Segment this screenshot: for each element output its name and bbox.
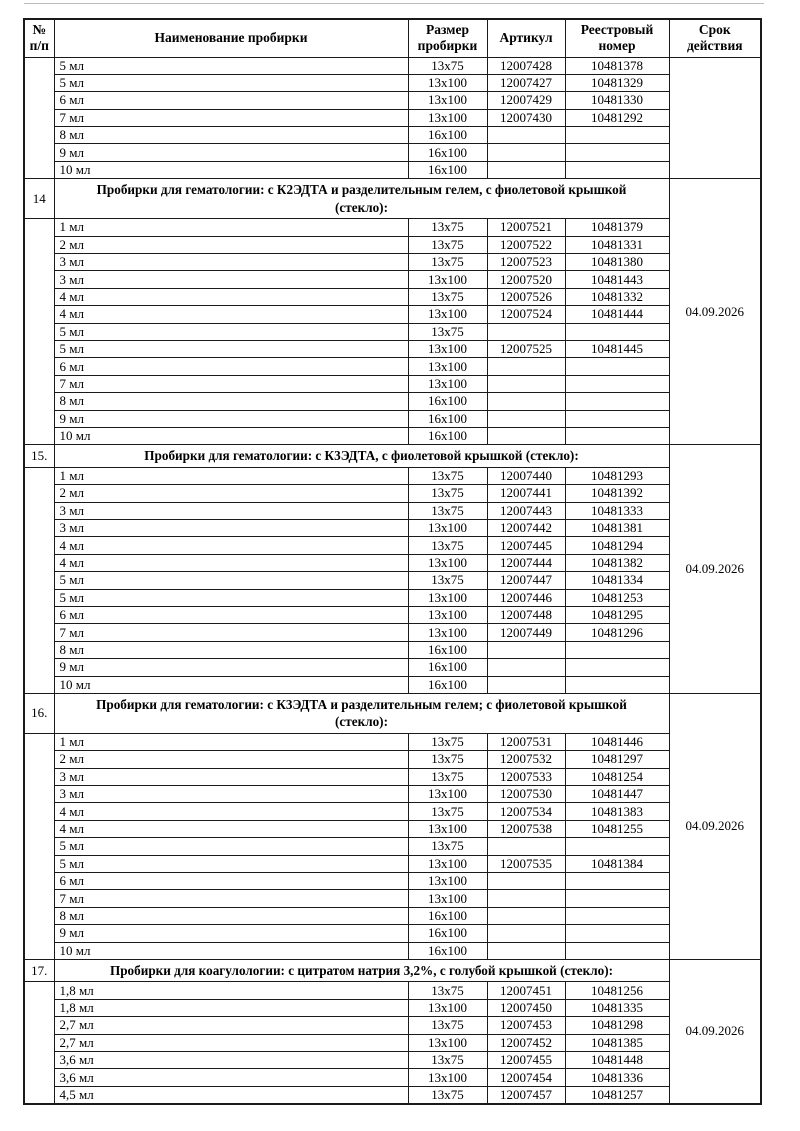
tube-size-cell: 13x75 [408,733,487,750]
reg-number-cell [565,942,669,959]
tube-size-cell: 16x100 [408,676,487,693]
tube-size-cell: 16x100 [408,942,487,959]
table-row [24,323,761,340]
number-spacer-cell [24,57,54,179]
col-header-name: Наименование пробирки [54,19,408,57]
tube-size-cell: 13x100 [408,820,487,837]
article-cell: 12007525 [487,340,565,357]
article-cell: 12007448 [487,606,565,623]
article-cell: 12007523 [487,254,565,271]
reg-number-cell: 10481329 [565,74,669,91]
tube-size-cell: 13x100 [408,1069,487,1086]
article-cell: 12007429 [487,92,565,109]
reg-number-cell: 10481380 [565,254,669,271]
table-row [24,572,761,589]
tube-size-cell: 13x100 [408,554,487,571]
tube-name-cell: 5 мл [54,323,408,340]
tube-name-cell: 8 мл [54,907,408,924]
reg-number-cell: 10481254 [565,768,669,785]
tube-size-cell: 13x100 [408,606,487,623]
tube-size-cell: 13x75 [408,803,487,820]
reg-number-cell: 10481381 [565,519,669,536]
tube-size-cell: 13x75 [408,572,487,589]
tube-size-cell: 13x75 [408,254,487,271]
table-row [24,873,761,890]
tube-name-cell: 9 мл [54,410,408,427]
table-row [24,554,761,571]
expiry-date-cell: 04.09.2026 [669,959,761,1103]
table-row [24,161,761,178]
table-row [24,786,761,803]
table-row [24,1069,761,1086]
tube-size-cell: 13x75 [408,768,487,785]
table-row [24,641,761,658]
tube-name-cell: 4 мл [54,306,408,323]
tube-name-cell: 8 мл [54,393,408,410]
reg-number-cell: 10481298 [565,1017,669,1034]
tube-name-cell: 7 мл [54,890,408,907]
tube-size-cell: 13x100 [408,855,487,872]
tube-name-cell: 10 мл [54,676,408,693]
table-row [24,410,761,427]
table-row [24,589,761,606]
reg-number-cell [565,925,669,942]
tube-size-cell: 13x100 [408,74,487,91]
tube-name-cell: 6 мл [54,92,408,109]
section-header-row [24,959,761,982]
table-row [24,606,761,623]
tube-size-cell: 13x75 [408,1086,487,1104]
tube-registry-table [23,18,762,1105]
article-cell: 12007442 [487,519,565,536]
article-cell: 12007538 [487,820,565,837]
reg-number-cell: 10481255 [565,820,669,837]
table-body [24,57,761,1104]
article-cell: 12007428 [487,57,565,74]
reg-number-cell: 10481332 [565,288,669,305]
table-row [24,803,761,820]
tube-size-cell: 13x100 [408,624,487,641]
table-row [24,820,761,837]
reg-number-cell: 10481331 [565,236,669,253]
expiry-date-cell [669,57,761,179]
reg-number-cell [565,393,669,410]
reg-number-cell: 10481294 [565,537,669,554]
article-cell [487,907,565,924]
article-cell [487,641,565,658]
article-cell: 12007524 [487,306,565,323]
tube-name-cell: 9 мл [54,144,408,161]
reg-number-cell: 10481296 [565,624,669,641]
reg-number-cell [565,323,669,340]
article-cell: 12007531 [487,733,565,750]
reg-number-cell: 10481295 [565,606,669,623]
reg-number-cell [565,641,669,658]
table-row [24,109,761,126]
reg-number-cell [565,144,669,161]
tube-name-cell: 7 мл [54,624,408,641]
reg-number-cell [565,410,669,427]
tube-size-cell: 13x75 [408,467,487,484]
table-row [24,537,761,554]
tube-size-cell: 13x100 [408,589,487,606]
table-row [24,925,761,942]
tube-name-cell: 5 мл [54,855,408,872]
reg-number-cell: 10481447 [565,786,669,803]
table-row [24,340,761,357]
tube-name-cell: 2 мл [54,236,408,253]
tube-name-cell: 6 мл [54,606,408,623]
tube-name-cell: 5 мл [54,74,408,91]
article-cell: 12007449 [487,624,565,641]
article-cell: 12007427 [487,74,565,91]
expiry-date-cell: 04.09.2026 [669,179,761,445]
article-cell: 12007455 [487,1052,565,1069]
tube-size-cell: 13x75 [408,751,487,768]
table-row [24,427,761,444]
tube-name-cell: 4 мл [54,554,408,571]
tube-name-cell: 4 мл [54,288,408,305]
tube-name-cell: 8 мл [54,127,408,144]
tube-name-cell: 3,6 мл [54,1069,408,1086]
tube-name-cell: 10 мл [54,427,408,444]
table-row [24,254,761,271]
article-cell [487,410,565,427]
article-cell: 12007430 [487,109,565,126]
section-number-cell: 17. [24,959,54,982]
article-cell: 12007530 [487,786,565,803]
table-row [24,57,761,74]
table-row [24,890,761,907]
article-cell: 12007457 [487,1086,565,1104]
tube-size-cell: 13x100 [408,92,487,109]
reg-number-cell: 10481443 [565,271,669,288]
reg-number-cell: 10481444 [565,306,669,323]
number-spacer-cell [24,467,54,693]
tube-size-cell: 13x100 [408,375,487,392]
tube-size-cell: 13x100 [408,306,487,323]
tube-name-cell: 7 мл [54,375,408,392]
tube-name-cell: 3 мл [54,519,408,536]
expiry-date-cell: 04.09.2026 [669,693,761,959]
reg-number-cell [565,907,669,924]
article-cell [487,358,565,375]
article-cell: 12007440 [487,467,565,484]
tube-size-cell: 13x100 [408,890,487,907]
article-cell: 12007441 [487,485,565,502]
reg-number-cell: 10481292 [565,109,669,126]
table-row [24,219,761,236]
tube-size-cell: 13x75 [408,502,487,519]
reg-number-cell [565,161,669,178]
reg-number-cell [565,375,669,392]
table-row [24,144,761,161]
tube-size-cell: 13x75 [408,219,487,236]
section-title-cell: Пробирки для гематологии: с К3ЭДТА и разделительным гелем; с фиолетовой крышкой (стекло): [54,693,669,733]
tube-name-cell: 3 мл [54,768,408,785]
article-cell: 12007453 [487,1017,565,1034]
table-row [24,74,761,91]
table-row [24,751,761,768]
tube-size-cell: 13x100 [408,340,487,357]
reg-number-cell: 10481448 [565,1052,669,1069]
article-cell [487,925,565,942]
tube-name-cell: 3,6 мл [54,1052,408,1069]
tube-name-cell: 4,5 мл [54,1086,408,1104]
section-number-cell: 16. [24,693,54,733]
article-cell: 12007452 [487,1034,565,1051]
reg-number-cell: 10481336 [565,1069,669,1086]
reg-number-cell: 10481334 [565,572,669,589]
tube-size-cell: 16x100 [408,907,487,924]
reg-number-cell: 10481379 [565,219,669,236]
section-number-cell: 14 [24,179,54,219]
article-cell [487,659,565,676]
tube-size-cell: 13x75 [408,485,487,502]
tube-name-cell: 1 мл [54,733,408,750]
tube-size-cell: 16x100 [408,925,487,942]
table-row [24,733,761,750]
number-spacer-cell [24,219,54,445]
table-row [24,1086,761,1104]
reg-number-cell [565,127,669,144]
table-row [24,306,761,323]
article-cell [487,942,565,959]
col-header-number: № п/п [24,19,54,57]
article-cell: 12007532 [487,751,565,768]
tube-name-cell: 1 мл [54,219,408,236]
tube-name-cell: 4 мл [54,803,408,820]
article-cell: 12007450 [487,999,565,1016]
table-row [24,676,761,693]
reg-number-cell: 10481330 [565,92,669,109]
tube-size-cell: 16x100 [408,641,487,658]
reg-number-cell [565,358,669,375]
reg-number-cell: 10481446 [565,733,669,750]
table-row [24,942,761,959]
tube-name-cell: 5 мл [54,57,408,74]
article-cell [487,393,565,410]
tube-name-cell: 4 мл [54,537,408,554]
reg-number-cell: 10481378 [565,57,669,74]
reg-number-cell: 10481385 [565,1034,669,1051]
article-cell [487,144,565,161]
reg-number-cell [565,838,669,855]
table-row [24,659,761,676]
tube-size-cell: 16x100 [408,427,487,444]
reg-number-cell: 10481384 [565,855,669,872]
reg-number-cell [565,427,669,444]
table-row [24,375,761,392]
table-row [24,288,761,305]
table-row [24,358,761,375]
tube-size-cell: 13x75 [408,236,487,253]
tube-name-cell: 8 мл [54,641,408,658]
col-header-expiry: Срок действия [669,19,761,57]
tube-name-cell: 2 мл [54,485,408,502]
table-row [24,519,761,536]
article-cell: 12007534 [487,803,565,820]
reg-number-cell [565,873,669,890]
tube-name-cell: 10 мл [54,942,408,959]
article-cell [487,427,565,444]
reg-number-cell [565,676,669,693]
table-row [24,838,761,855]
tube-name-cell: 3 мл [54,786,408,803]
article-cell: 12007447 [487,572,565,589]
article-cell: 12007454 [487,1069,565,1086]
tube-name-cell: 1 мл [54,467,408,484]
table-row [24,1034,761,1051]
table-row [24,236,761,253]
tube-name-cell: 9 мл [54,925,408,942]
tube-size-cell: 13x75 [408,537,487,554]
tube-name-cell: 1,8 мл [54,982,408,999]
tube-name-cell: 5 мл [54,572,408,589]
article-cell [487,890,565,907]
article-cell: 12007522 [487,236,565,253]
col-header-article: Артикул [487,19,565,57]
tube-name-cell: 5 мл [54,589,408,606]
reg-number-cell: 10481253 [565,589,669,606]
tube-size-cell: 16x100 [408,127,487,144]
tube-name-cell: 2 мл [54,751,408,768]
reg-number-cell [565,890,669,907]
tube-size-cell: 13x100 [408,873,487,890]
reg-number-cell: 10481335 [565,999,669,1016]
article-cell: 12007533 [487,768,565,785]
tube-size-cell: 13x75 [408,1017,487,1034]
reg-number-cell: 10481333 [565,502,669,519]
tube-size-cell: 13x100 [408,519,487,536]
tube-size-cell: 16x100 [408,393,487,410]
tube-name-cell: 5 мл [54,838,408,855]
article-cell: 12007521 [487,219,565,236]
article-cell [487,161,565,178]
tube-size-cell: 13x75 [408,838,487,855]
tube-name-cell: 7 мл [54,109,408,126]
table-row [24,1017,761,1034]
table-row [24,393,761,410]
tube-name-cell: 6 мл [54,873,408,890]
article-cell: 12007444 [487,554,565,571]
tube-name-cell: 1,8 мл [54,999,408,1016]
article-cell [487,838,565,855]
reg-number-cell: 10481392 [565,485,669,502]
table-row [24,502,761,519]
tube-size-cell: 13x100 [408,786,487,803]
reg-number-cell: 10481293 [565,467,669,484]
table-row [24,855,761,872]
tube-size-cell: 13x100 [408,358,487,375]
tube-name-cell: 3 мл [54,254,408,271]
table-row [24,127,761,144]
reg-number-cell: 10481382 [565,554,669,571]
article-cell [487,127,565,144]
section-title-cell: Пробирки для коагулологии: с цитратом натрия 3,2%, с голубой крышкой (стекло): [54,959,669,982]
section-header-row [24,179,761,219]
tube-size-cell: 16x100 [408,161,487,178]
reg-number-cell: 10481383 [565,803,669,820]
section-title-cell: Пробирки для гематологии: с К2ЭДТА и разделительным гелем, с фиолетовой крышкой (стекло): [54,179,669,219]
tube-size-cell: 13x75 [408,323,487,340]
article-cell: 12007445 [487,537,565,554]
article-cell: 12007443 [487,502,565,519]
tube-size-cell: 13x75 [408,57,487,74]
tube-name-cell: 3 мл [54,271,408,288]
article-cell [487,676,565,693]
tube-name-cell: 5 мл [54,340,408,357]
article-cell: 12007535 [487,855,565,872]
tube-name-cell: 3 мл [54,502,408,519]
section-number-cell: 15. [24,445,54,468]
reg-number-cell: 10481257 [565,1086,669,1104]
table-row [24,467,761,484]
table-row [24,768,761,785]
table-row [24,271,761,288]
tube-name-cell: 4 мл [54,820,408,837]
section-header-row [24,445,761,468]
section-header-row [24,693,761,733]
article-cell [487,323,565,340]
section-title-cell: Пробирки для гематологии: с К3ЭДТА, с фиолетовой крышкой (стекло): [54,445,669,468]
table-row [24,1052,761,1069]
reg-number-cell: 10481445 [565,340,669,357]
number-spacer-cell [24,733,54,959]
tube-size-cell: 16x100 [408,410,487,427]
table-row [24,92,761,109]
tube-size-cell: 16x100 [408,659,487,676]
expiry-date-cell: 04.09.2026 [669,445,761,694]
table-row [24,624,761,641]
table-header [24,19,761,57]
tube-name-cell: 6 мл [54,358,408,375]
tube-name-cell: 2,7 мл [54,1034,408,1051]
article-cell: 12007446 [487,589,565,606]
table-header-row [24,19,761,57]
article-cell: 12007451 [487,982,565,999]
reg-number-cell [565,659,669,676]
table-row [24,485,761,502]
article-cell [487,873,565,890]
reg-number-cell: 10481297 [565,751,669,768]
reg-number-cell: 10481256 [565,982,669,999]
page-top-scan-line [24,3,764,4]
col-header-size: Размер пробирки [408,19,487,57]
tube-size-cell: 13x100 [408,999,487,1016]
tube-size-cell: 13x100 [408,1034,487,1051]
tube-size-cell: 13x75 [408,1052,487,1069]
table-row [24,982,761,999]
tube-size-cell: 13x100 [408,109,487,126]
tube-size-cell: 16x100 [408,144,487,161]
number-spacer-cell [24,982,54,1104]
table-row [24,999,761,1016]
tube-name-cell: 10 мл [54,161,408,178]
tube-size-cell: 13x75 [408,288,487,305]
col-header-reg-number: Реестровый номер [565,19,669,57]
tube-size-cell: 13x75 [408,982,487,999]
tube-name-cell: 2,7 мл [54,1017,408,1034]
tube-name-cell: 9 мл [54,659,408,676]
article-cell [487,375,565,392]
article-cell: 12007520 [487,271,565,288]
article-cell: 12007526 [487,288,565,305]
table-row [24,907,761,924]
tube-size-cell: 13x100 [408,271,487,288]
